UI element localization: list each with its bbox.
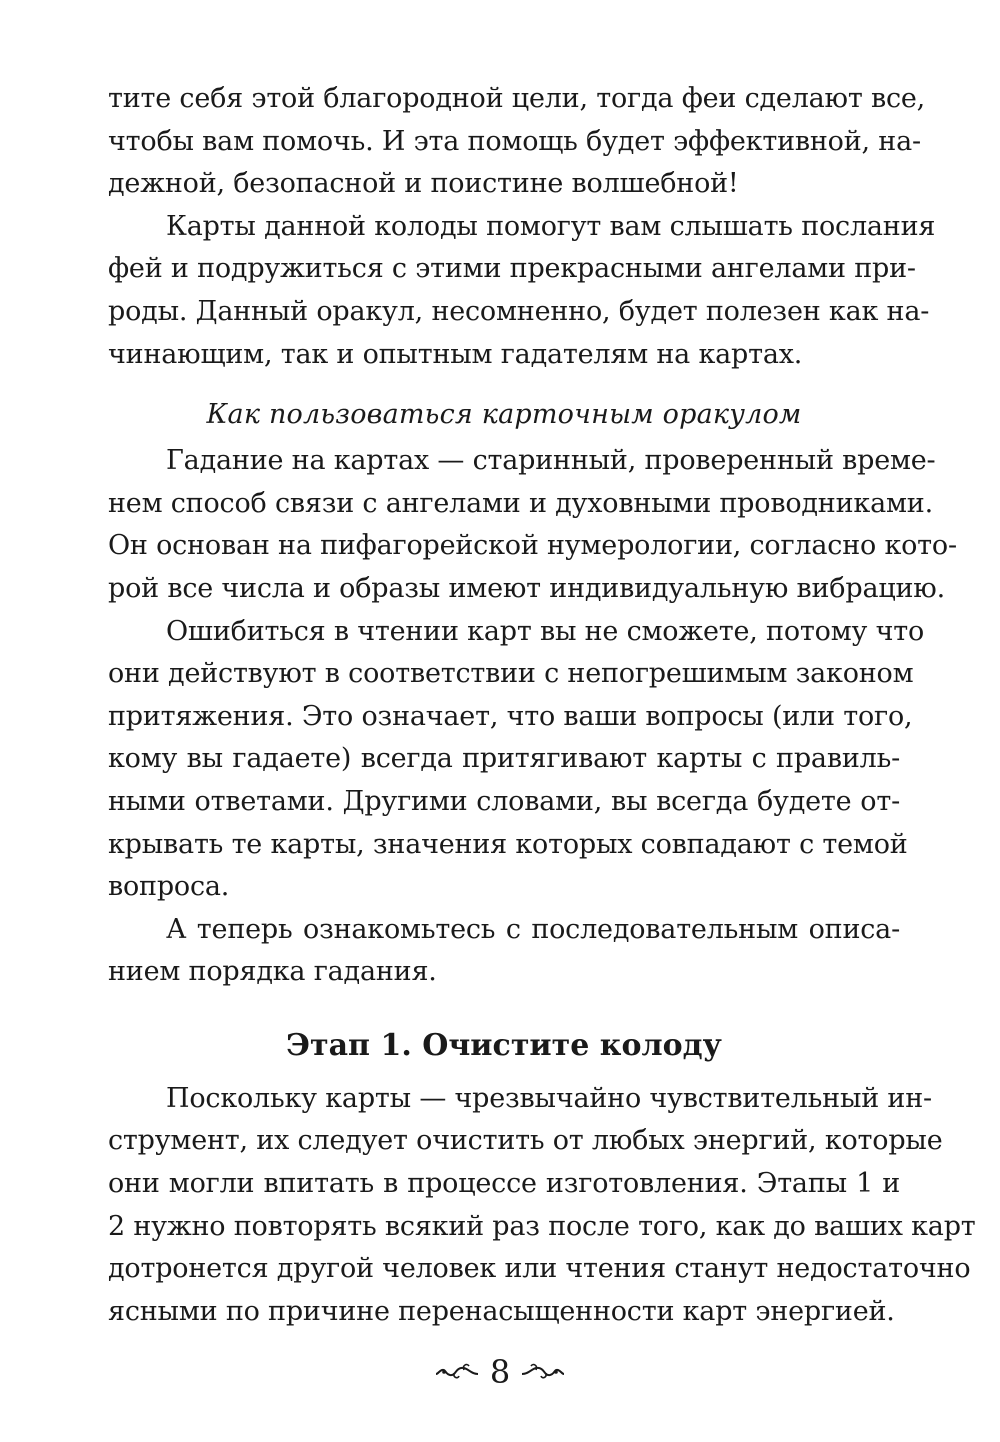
text-line: рой все числа и образы имеют индивидуальную вибрацию. [108,572,945,604]
text-line: ясными по причине перенасыщенности карт энергией. [108,1295,895,1327]
text-line: нем способ связи с ангелами и духовными проводниками. [108,487,933,519]
text-line: Гадание на картах — старинный, проверенный време- [166,445,936,477]
flourish-left-icon [434,1361,480,1383]
paragraph-1 [108,78,926,206]
page-number: 8 [489,1353,511,1391]
text-line: ными ответами. Другими словами, вы всегда будете от- [108,785,900,817]
text-line: струмент, их следует очистить от любых энергий, которые [108,1125,943,1157]
text-line: крывать те карты, значения которых совпадают с темой [108,828,908,860]
text-line: 2 нужно повторять всякий раз после того, как до ваших карт [108,1210,976,1242]
text-line: притяжения. Это означает, что ваши вопросы (или того, [108,700,913,732]
text-line: Карты данной колоды помогут вам слышать послания [166,210,936,242]
text-line: А теперь ознакомьтесь с последовательным описа- [166,913,900,945]
text-line: чтобы вам помочь. И эта помощь будет эффективной, на- [108,125,921,157]
text-line: роды. Данный оракул, несомненно, будет полезен как на- [108,295,930,327]
section-heading: Этап 1. Очистите колоду [286,1027,722,1063]
text-line: кому вы гадаете) всегда притягивают карты с правиль- [108,743,900,775]
text-line: нием порядка гадания. [108,956,437,988]
text-line: они могли впитать в процессе изготовления. Этапы 1 и [108,1168,900,1200]
text-line: дотронется другой человек или чтения станут недостаточно [108,1253,971,1285]
flourish-right-icon [520,1361,566,1383]
paragraph-3 [108,440,957,610]
paragraph-4 [108,611,925,909]
text-line: фей и подружиться с этими прекрасными ангелами при- [108,253,916,285]
text-line: вопроса. [108,871,230,903]
page-body [108,78,976,1333]
page-footer [0,1350,1000,1394]
section-subheading: Как пользоваться карточным оракулом [206,399,802,431]
text-line: Поскольку карты — чрезвычайно чувствительный ин- [166,1082,932,1114]
text-line: они действуют в соответствии с непогрешимым законом [108,658,914,690]
text-line: Ошибиться в чтении карт вы не сможете, потому что [166,615,925,647]
paragraph-5 [108,909,900,994]
text-line: Он основан на пифагорейской нумерологии, согласно кото- [108,530,957,562]
paragraph-6 [108,1078,976,1334]
text-line: чинающим, так и опытным гадателям на картах. [108,338,803,370]
paragraph-2 [108,206,936,376]
text-line: дежной, безопасной и поистине волшебной! [108,168,739,200]
text-line: тите себя этой благородной цели, тогда феи сделают все, [108,83,926,114]
